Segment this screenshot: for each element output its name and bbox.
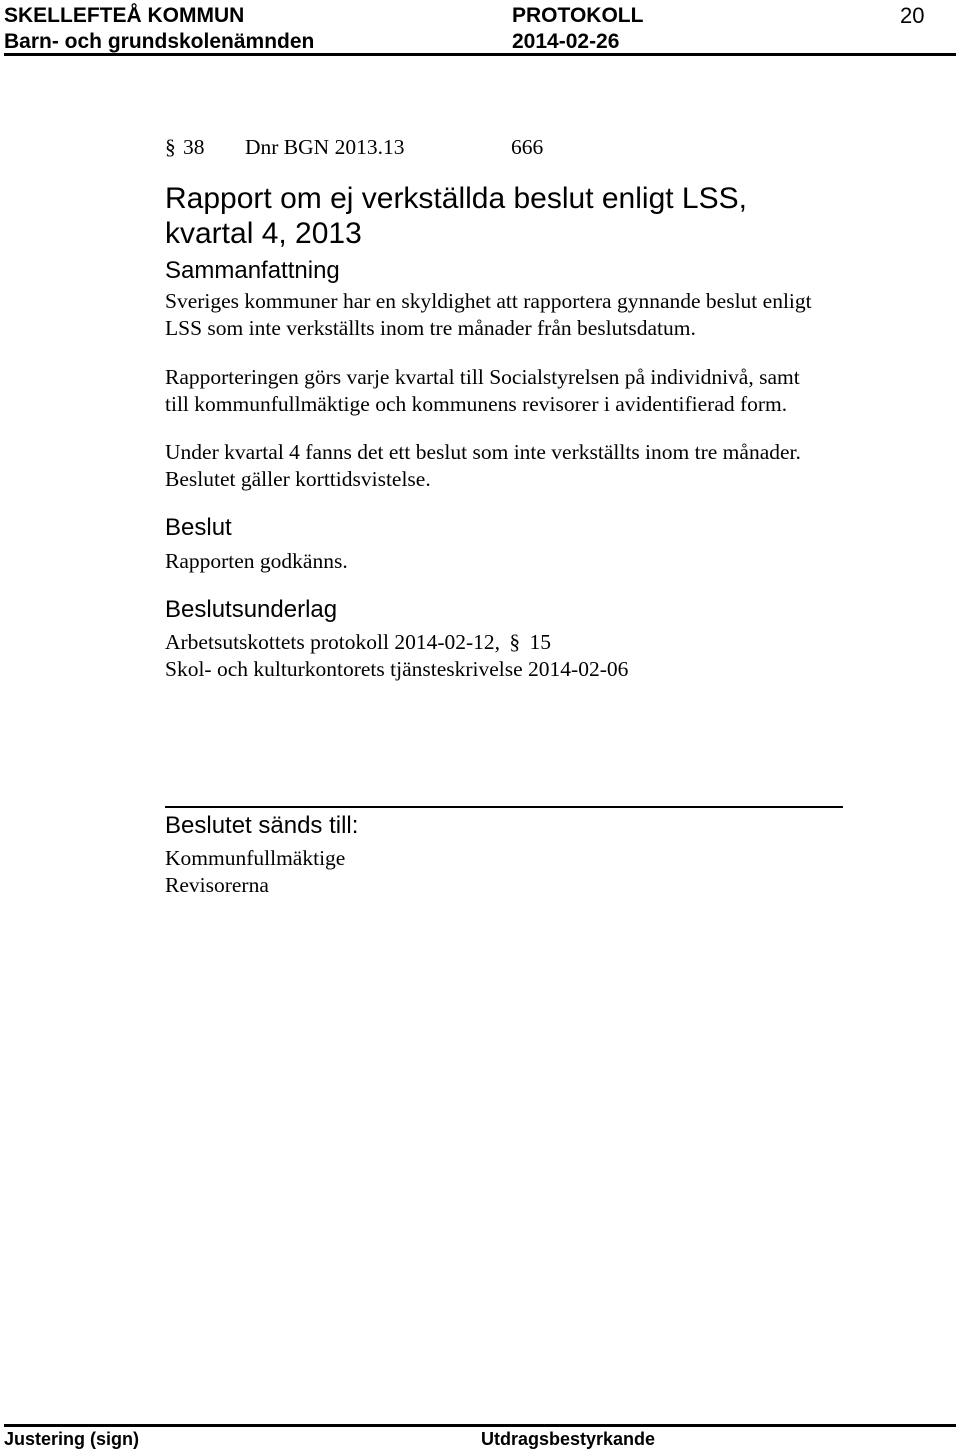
recipient-item: Kommunfullmäktige: [165, 846, 346, 870]
basis-heading: Beslutsunderlag: [165, 596, 338, 623]
summary-paragraph-3-line-1: Under kvartal 4 fanns det ett beslut som inte verkställts inom tre månader.: [165, 440, 801, 464]
document-type: PROTOKOLL: [512, 4, 644, 27]
recipient-item: Revisorerna: [165, 873, 269, 897]
summary-paragraph-2-line-2: till kommunfullmäktige och kommunens revisorer i avidentifierad form.: [165, 392, 788, 416]
section-divider: [165, 806, 843, 808]
organization-name: SKELLEFTEÅ KOMMUN: [4, 4, 245, 27]
basis-paragraph-number: 15: [529, 630, 552, 654]
recipients-heading: Beslutet sänds till:: [165, 812, 359, 839]
document-date: 2014-02-26: [512, 30, 620, 53]
decision-text: Rapporten godkänns.: [165, 549, 348, 573]
item-title-line1: Rapport om ej verkställda beslut enligt LSS,: [165, 182, 747, 215]
footer-utdragsbestyrkande: Utdragsbestyrkande: [481, 1429, 656, 1449]
summary-paragraph-1-line-1: Sveriges kommuner har en skyldighet att rapportera gynnande beslut enligt: [165, 289, 812, 313]
basis-item-1-text: Arbetsutskottets protokoll 2014-02-12,: [165, 630, 501, 654]
committee-name: Barn- och grundskolenämnden: [4, 30, 315, 53]
summary-paragraph-2-line-1: Rapporteringen görs varje kvartal till Socialstyrelsen på individnivå, samt: [165, 365, 800, 389]
paragraph-number: 38: [183, 135, 205, 159]
basis-item-1: [165, 629, 551, 656]
paragraph-sign: §: [165, 135, 176, 159]
summary-heading: Sammanfattning: [165, 257, 340, 284]
summary-paragraph-1-line-2: LSS som inte verkställts inom tre månader från beslutsdatum.: [165, 316, 696, 340]
summary-paragraph-3-line-2: Beslutet gäller korttidsvistelse.: [165, 467, 431, 491]
dnr-number: 666: [511, 135, 544, 159]
basis-paragraph-sign: §: [509, 630, 521, 654]
basis-item-2: Skol- och kulturkontorets tjänsteskrivelse 2014-02-06: [165, 657, 629, 681]
dnr-reference: Dnr BGN 2013.13: [245, 135, 405, 159]
header-rule: [4, 53, 956, 56]
footer-justering: Justering (sign): [4, 1429, 140, 1449]
page-number: 20: [900, 3, 925, 28]
decision-heading: Beslut: [165, 514, 232, 541]
item-title-line2: kvartal 4, 2013: [165, 217, 362, 250]
footer-rule: [4, 1424, 956, 1427]
